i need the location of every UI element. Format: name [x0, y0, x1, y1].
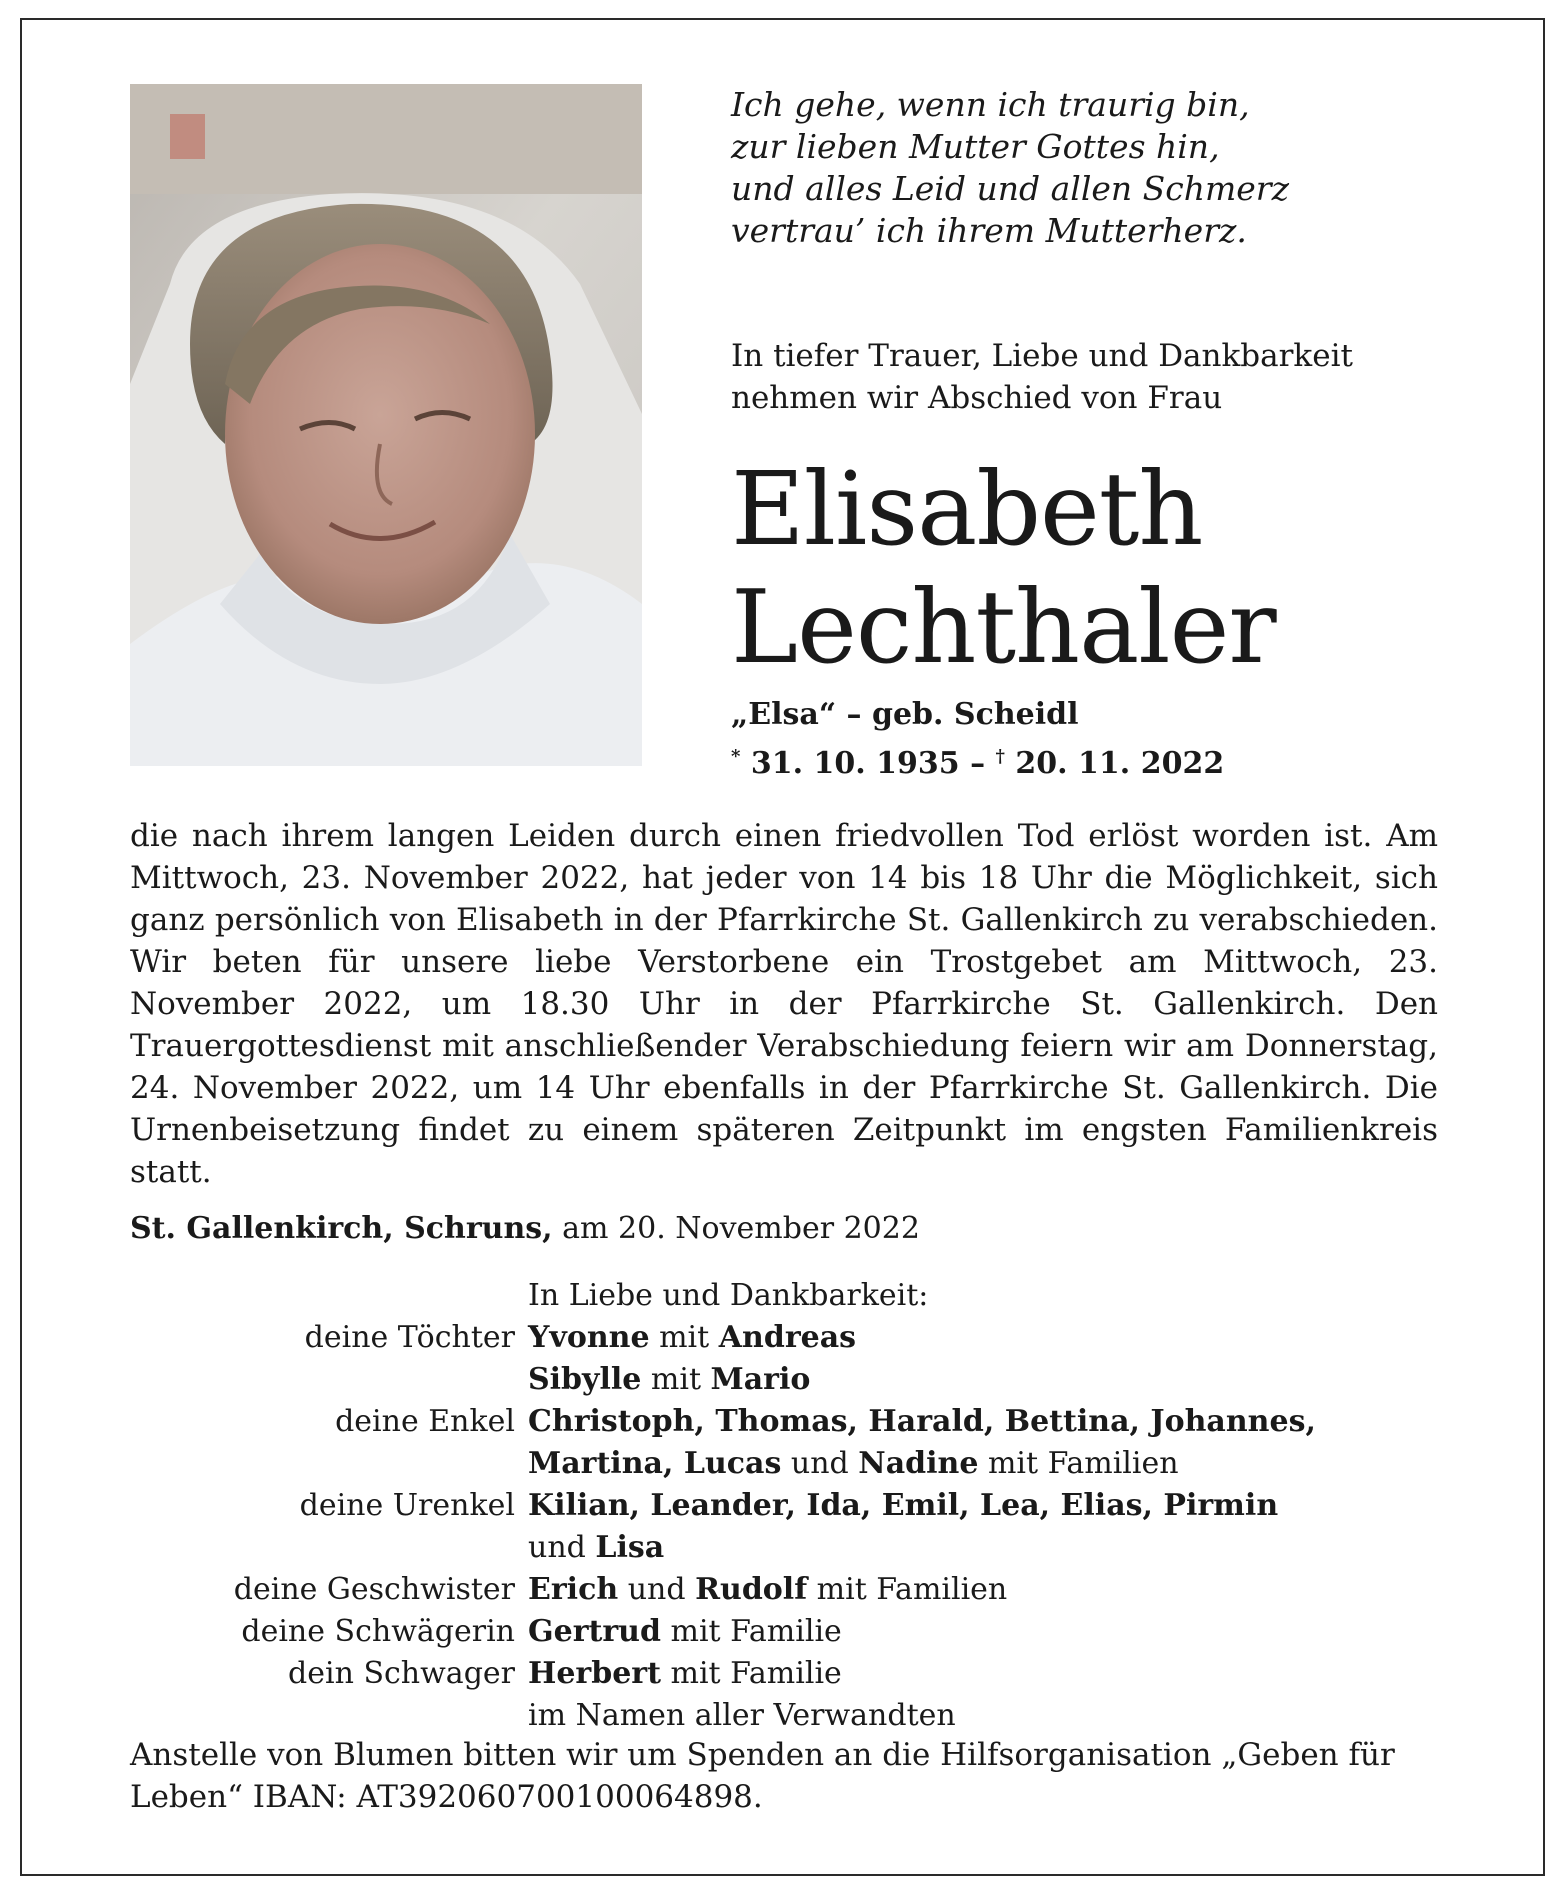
family-row	[130, 1317, 1450, 1359]
family-connector: und	[528, 1530, 596, 1565]
family-member-name: Nadine	[858, 1446, 979, 1481]
death-symbol: †	[995, 746, 1005, 767]
poem-line: und alles Leid und allen Schmerz	[731, 169, 1289, 208]
family-row	[130, 1569, 1450, 1611]
family-names	[528, 1527, 1450, 1569]
nickname-line: „Elsa“ – geb. Scheidl	[731, 697, 1079, 732]
family-names	[528, 1695, 1450, 1737]
family-names	[528, 1401, 1450, 1443]
family-connector: mit Familien	[807, 1572, 1008, 1607]
first-name: Elisabeth	[731, 450, 1203, 568]
family-member-name: Mario	[710, 1362, 811, 1397]
name-details	[731, 694, 1224, 785]
portrait-photo	[130, 84, 642, 766]
family-member-name: Gertrud	[528, 1614, 661, 1649]
family-connector: und	[618, 1572, 696, 1607]
family-member-name: Yvonne	[528, 1320, 650, 1355]
family-connector: mit	[649, 1320, 719, 1355]
family-relation: deine Enkel	[335, 1404, 515, 1439]
family-member-name: Erich	[528, 1572, 619, 1607]
family-list	[130, 1275, 1450, 1737]
family-heading: In Liebe und Dankbarkeit:	[528, 1278, 929, 1313]
family-member-name: Kilian, Leander, Ida, Emil, Lea, Elias, Pirmin	[528, 1488, 1279, 1523]
family-member-name: Sibylle	[528, 1362, 642, 1397]
family-connector: mit Familien	[978, 1446, 1179, 1481]
intro-line: nehmen wir Abschied von Frau	[731, 380, 1223, 416]
family-relation: deine Geschwister	[233, 1572, 515, 1607]
life-dates	[731, 736, 1224, 785]
place-date-line	[130, 1209, 920, 1249]
family-row	[130, 1359, 1450, 1401]
family-connector: im Namen aller Verwandten	[528, 1698, 956, 1733]
places: St. Gallenkirch, Schruns,	[130, 1211, 553, 1246]
family-connector: mit Familie	[660, 1656, 842, 1691]
family-member-name: Herbert	[528, 1656, 661, 1691]
family-row	[130, 1611, 1450, 1653]
family-connector: mit Familie	[660, 1614, 842, 1649]
last-name: Lechthaler	[731, 568, 1276, 686]
body-text: die nach ihrem langen Leiden durch einen friedvollen Tod erlöst worden ist. Am Mittwoch, 23. November 2022, hat jeder von 14 bis 18 Uhr die Möglichkeit, sich ganz persönlich von Elisabeth in der Pfarrkirche St. Gallenkirch zu verabschieden. Wir beten für unsere liebe Verstorbene ein Trostgebet am Mittwoch, 23. November 2022, um 18.30 Uhr in der Pfarrkirche St. Gallenkirch. Den Trauergottesdienst mit anschließender Verabschiedung feiern wir am Donnerstag, 24. November 2022, um 14 Uhr ebenfalls in der Pfarrkirche St. Gallenkirch. Die Urnenbeisetzung findet zu einem späteren Zeitpunkt im engsten Familienkreis statt.	[130, 818, 1438, 1190]
family-relation: deine Schwägerin	[241, 1614, 515, 1649]
family-row	[130, 1485, 1450, 1527]
family-row	[130, 1527, 1450, 1569]
poem-line: vertrau’ ich ihrem Mutterherz.	[731, 211, 1247, 250]
birth-date: 31. 10. 1935	[750, 746, 960, 781]
family-member-name: Andreas	[718, 1320, 857, 1355]
family-member-name: Martina, Lucas	[528, 1446, 782, 1481]
poem-line: Ich gehe, wenn ich traurig bin,	[731, 85, 1250, 124]
dates-separator: –	[959, 746, 996, 781]
family-connector: mit	[641, 1362, 711, 1397]
notice-date: am 20. November 2022	[562, 1211, 920, 1246]
family-names	[528, 1359, 1450, 1401]
family-names	[528, 1485, 1450, 1527]
deceased-name	[731, 450, 1276, 686]
family-relation: deine Töchter	[304, 1320, 515, 1355]
family-heading-row	[130, 1275, 1450, 1317]
family-relation	[130, 1359, 528, 1401]
family-relation: dein Schwager	[288, 1656, 515, 1691]
family-relation	[130, 1695, 528, 1737]
family-relation: deine Urenkel	[299, 1488, 515, 1523]
birth-symbol: *	[731, 746, 741, 767]
intro-line: In tiefer Trauer, Liebe und Dankbarkeit	[731, 338, 1353, 374]
donation-note: Anstelle von Blumen bitten wir um Spenden an die Hilfsorganisation „Geben für Leben“ IBAN: AT392060700100064898.	[130, 1737, 1395, 1815]
family-names	[528, 1317, 1450, 1359]
family-names	[528, 1653, 1450, 1695]
death-date: 20. 11. 2022	[1015, 746, 1225, 781]
intro-text	[731, 335, 1353, 419]
family-member-name: Lisa	[595, 1530, 665, 1565]
family-row	[130, 1401, 1450, 1443]
poem	[731, 84, 1289, 252]
family-connector: und	[781, 1446, 859, 1481]
family-names	[528, 1443, 1450, 1485]
family-names	[528, 1569, 1450, 1611]
family-relation	[130, 1443, 528, 1485]
family-relation	[130, 1527, 528, 1569]
family-row	[130, 1695, 1450, 1737]
family-row	[130, 1653, 1450, 1695]
family-names	[528, 1611, 1450, 1653]
family-member-name: Rudolf	[695, 1572, 808, 1607]
poem-line: zur lieben Mutter Gottes hin,	[731, 127, 1220, 166]
family-row	[130, 1443, 1450, 1485]
family-member-name: Christoph, Thomas, Harald, Bettina, Johannes,	[528, 1404, 1316, 1439]
